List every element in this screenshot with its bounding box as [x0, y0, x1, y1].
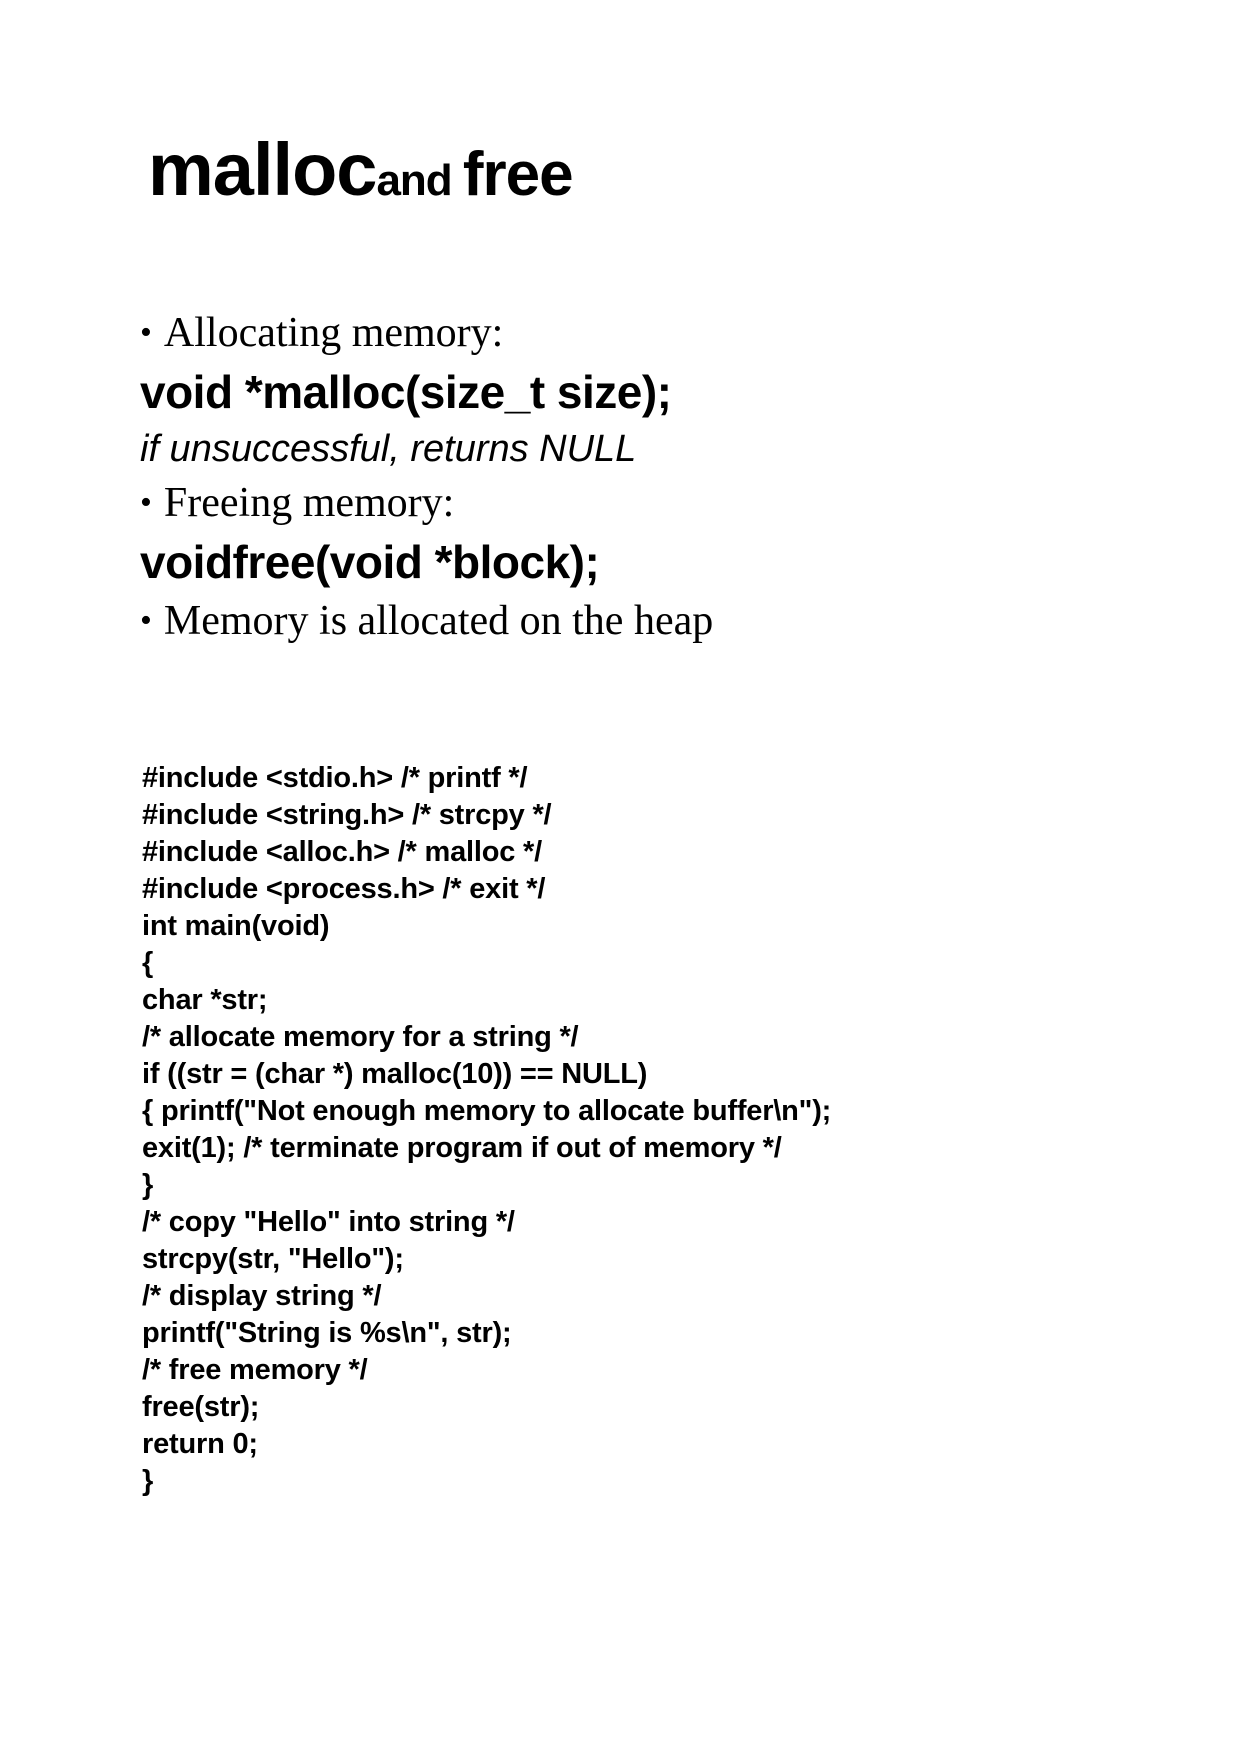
- code-line: /* allocate memory for a string */: [142, 1021, 579, 1053]
- page-title: [148, 128, 573, 223]
- code-line: exit(1); /* terminate program if out of memory */: [142, 1132, 782, 1164]
- bullet-marker-icon: •: [140, 314, 152, 351]
- code-line: /* free memory */: [142, 1354, 368, 1386]
- code-line: #include <process.h> /* exit */: [142, 873, 546, 905]
- bullet-marker-icon: •: [140, 484, 152, 521]
- code-line: /* copy "Hello" into string */: [142, 1206, 515, 1238]
- code-line: }: [142, 1465, 154, 1497]
- bullet-text-freeing: Freeing memory:: [163, 480, 455, 526]
- bullet-item-heap: [140, 593, 1100, 649]
- code-line: }: [142, 1169, 154, 1201]
- title-and: and: [376, 156, 463, 205]
- code-line: return 0;: [142, 1428, 258, 1460]
- code-line: free(str);: [142, 1391, 260, 1423]
- code-line: #include <string.h> /* strcpy */: [142, 799, 552, 831]
- code-line: {: [142, 947, 154, 979]
- signature-free: voidfree(void *block);: [140, 536, 600, 588]
- code-line: /* display string */: [142, 1280, 382, 1312]
- title-free: free: [462, 140, 573, 209]
- bullet-list: [140, 305, 1100, 649]
- bullet-text-heap: Memory is allocated on the heap: [163, 598, 714, 644]
- code-line: printf("String is %s\n", str);: [142, 1317, 512, 1349]
- signature-malloc: void *malloc(size_t size);: [140, 366, 672, 418]
- bullet-item-freeing: [140, 475, 1100, 531]
- code-block: [142, 760, 1162, 1500]
- bullet-item-allocating: [140, 305, 1100, 361]
- code-line: #include <stdio.h> /* printf */: [142, 762, 528, 794]
- title-malloc: malloc: [148, 128, 377, 211]
- note-malloc-null: if unsuccessful, returns NULL: [140, 428, 637, 470]
- code-line: { printf("Not enough memory to allocate buffer\n");: [142, 1095, 832, 1127]
- bullet-marker-icon: •: [140, 602, 152, 639]
- code-line: strcpy(str, "Hello");: [142, 1243, 404, 1275]
- code-line: char *str;: [142, 984, 268, 1016]
- code-line: #include <alloc.h> /* malloc */: [142, 836, 542, 868]
- code-line: int main(void): [142, 910, 330, 942]
- code-line: if ((str = (char *) malloc(10)) == NULL): [142, 1058, 648, 1090]
- bullet-text-allocating: Allocating memory:: [163, 310, 504, 356]
